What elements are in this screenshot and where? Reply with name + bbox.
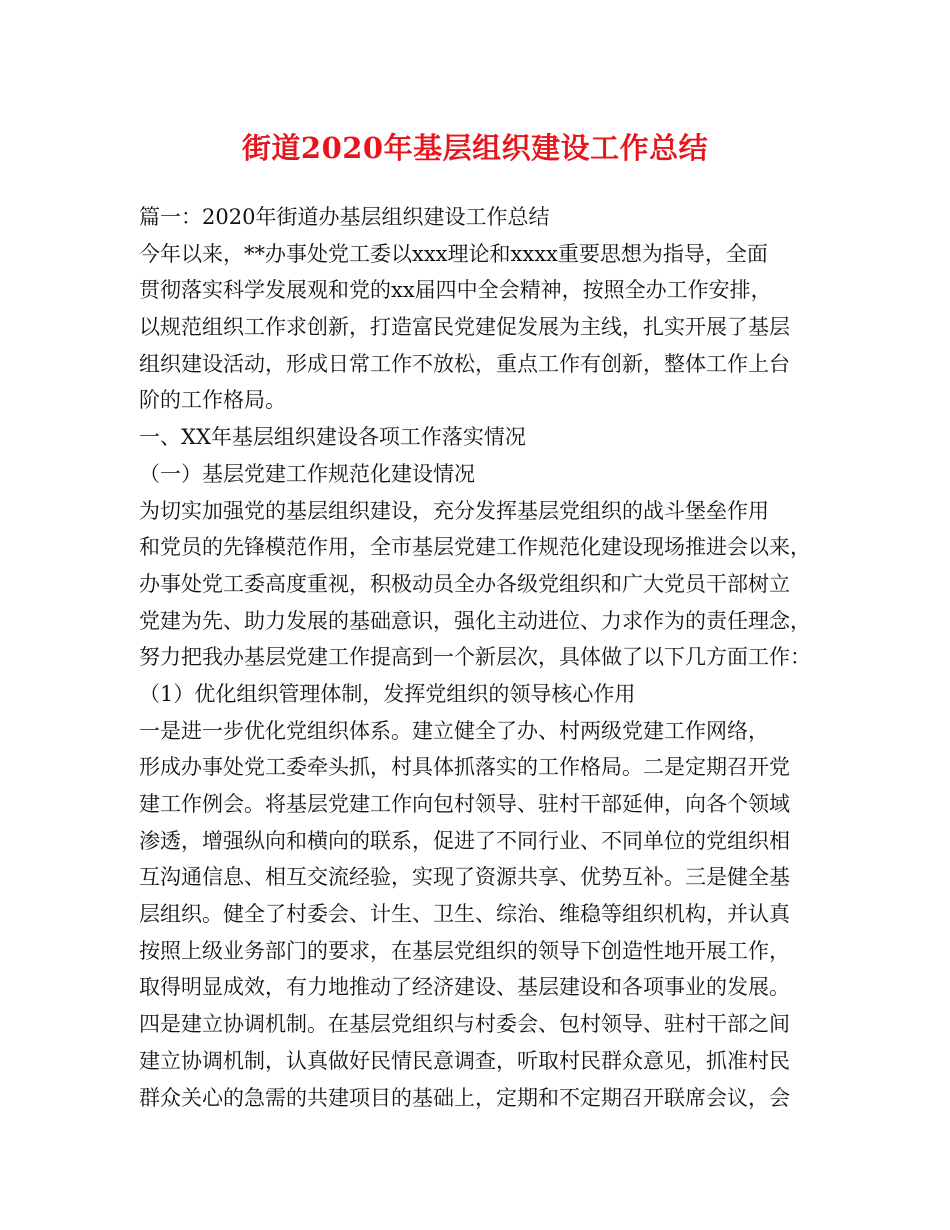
body-line: 党建为先、助力发展的基础意识，强化主动进位、力求作为的责任理念， xyxy=(139,608,811,633)
subsection-heading: （一）基层党建工作规范化建设情况 xyxy=(139,461,475,486)
body-line: 建立协调机制，认真做好民情民意调查，听取村民群众意见，抓准村民 xyxy=(139,1048,790,1073)
body-line: 层组织。健全了村委会、计生、卫生、综治、维稳等组织机构，并认真 xyxy=(139,902,790,927)
body-line: 篇一：2020年街道办基层组织建设工作总结 xyxy=(139,205,550,229)
section-heading: 一、XX年基层组织建设各项工作落实情况 xyxy=(139,425,526,450)
body-line: 阶的工作格局。 xyxy=(139,388,286,413)
body-line: 组织建设活动，形成日常工作不放松，重点工作有创新，整体工作上台 xyxy=(139,351,790,376)
document-title: 街道2020年基层组织建设工作总结 xyxy=(241,131,709,165)
body-line: 取得明显成效，有力地推动了经济建设、基层建设和各项事业的发展。 xyxy=(139,975,790,1000)
body-line: 办事处党工委高度重视，积极动员全办各级党组织和广大党员干部树立 xyxy=(139,571,790,596)
body-line: 建工作例会。将基层党建工作向包村领导、驻村干部延伸，向各个领域 xyxy=(139,792,790,816)
body-line: 一是进一步优化党组织体系。建立健全了办、村两级党建工作网络， xyxy=(139,718,769,743)
body-line: 互沟通信息、相互交流经验，实现了资源共享、优势互补。三是健全基 xyxy=(139,865,790,890)
body-line: 四是建立协调机制。在基层党组织与村委会、包村领导、驻村干部之间 xyxy=(139,1012,790,1037)
body-line: 形成办事处党工委牵头抓，村具体抓落实的工作格局。二是定期召开党 xyxy=(139,755,790,780)
item-heading: （1）优化组织管理体制，发挥党组织的领导核心作用 xyxy=(139,681,636,706)
body-line: 群众关心的急需的共建项目的基础上，定期和不定期召开联席会议，会 xyxy=(139,1085,790,1110)
body-line: 努力把我办基层党建工作提高到一个新层次，具体做了以下几方面工作： xyxy=(139,645,811,670)
body-line: 为切实加强党的基层组织建设，充分发挥基层党组织的战斗堡垒作用 xyxy=(139,498,769,523)
body-line: 渗透，增强纵向和横向的联系，促进了不同行业、不同单位的党组织相 xyxy=(139,828,790,853)
body-line: 按照上级业务部门的要求，在基层党组织的领导下创造性地开展工作， xyxy=(139,938,790,963)
document-body xyxy=(139,199,819,1116)
body-line: 和党员的先锋模范作用，全市基层党建工作规范化建设现场推进会以来， xyxy=(139,535,811,560)
body-line: 以规范组织工作求创新，打造富民党建促发展为主线，扎实开展了基层 xyxy=(139,315,790,340)
body-line: 贯彻落实科学发展观和党的xx届四中全会精神，按照全办工作安排， xyxy=(139,278,772,303)
body-line: 今年以来，**办事处党工委以xxx理论和xxxx重要思想为指导，全面 xyxy=(139,241,768,266)
